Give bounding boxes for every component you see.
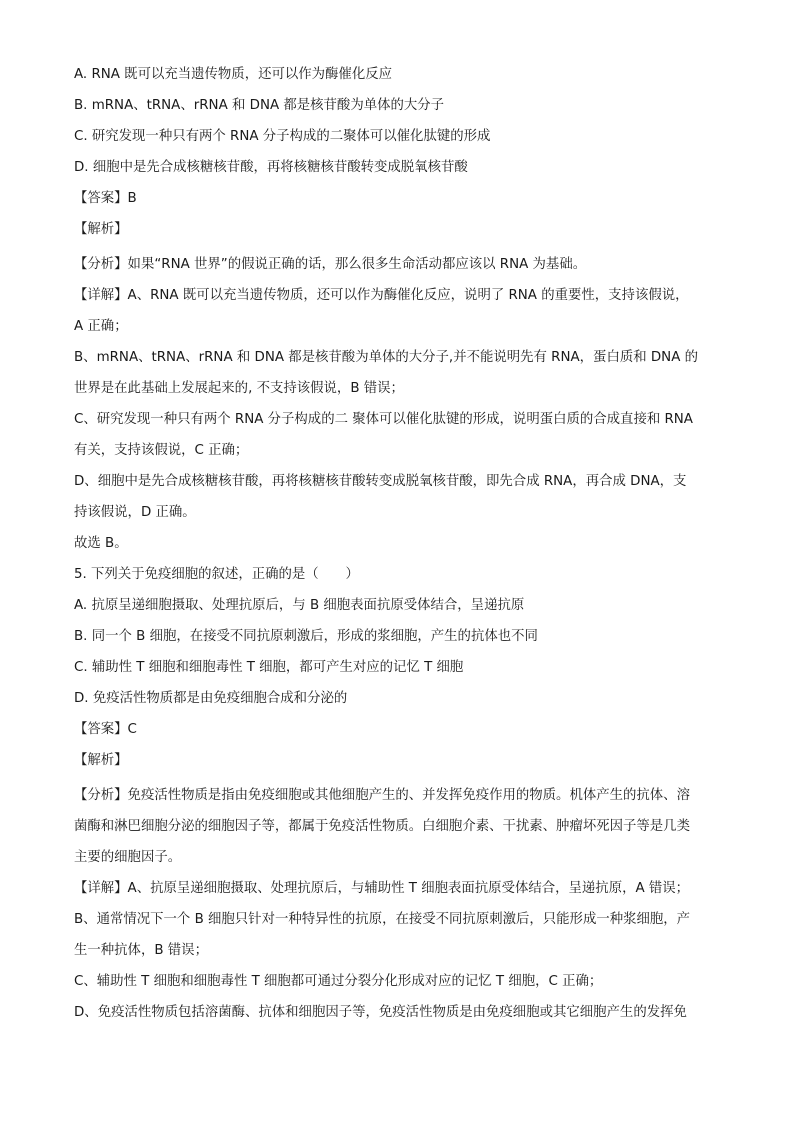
option-a-line: A. 抗原呈递细胞摄取、处理抗原后，与 B 细胞表面抗原受体结合，呈递抗原 <box>74 598 525 613</box>
detail-line: D、细胞中是先合成核糖核苷酸，再将核糖核苷酸转变成脱氧核苷酸，即先合成 RNA，再合成 DNA，支 <box>74 474 687 489</box>
analysis-line: 【分析】免疫活性物质是指由免疫细胞或其他细胞产生的、并发挥免疫作用的物质。机体产生的抗体、溶 <box>74 788 690 803</box>
analysis-line: 【分析】如果“RNA 世界”的假说正确的话，那么很多生命活动都应该以 RNA 为基础。 <box>74 257 587 272</box>
detail-line: 【详解】A、RNA 既可以充当遗传物质，还可以作为酶催化反应，说明了 RNA 的重要性，支持该假说， <box>74 288 689 303</box>
detail-line: D、免疫活性物质包括溶菌酶、抗体和细胞因子等，免疫活性物质是由免疫细胞或其它细胞产生的发挥免 <box>74 1005 687 1020</box>
analysis-heading: 【解析】 <box>74 222 128 237</box>
detail-line: A 正确； <box>74 319 128 334</box>
option-a-line: A. RNA 既可以充当遗传物质，还可以作为酶催化反应 <box>74 67 392 82</box>
analysis-line: 菌酶和淋巴细胞分泌的细胞因子等，都属于免疫活性物质。白细胞介素、干扰素、肿瘤坏死因子等是几类 <box>74 819 690 834</box>
detail-line: 生一种抗体，B 错误； <box>74 943 208 958</box>
analysis-line: 主要的细胞因子。 <box>74 850 182 865</box>
detail-line: 有关，支持该假说，C 正确； <box>74 443 249 458</box>
detail-line: B、mRNA、tRNA、rRNA 和 DNA 都是核苷酸为单体的大分子,并不能说明先有 RNA，蛋白质和 DNA 的 <box>74 350 699 365</box>
conclusion-line: 故选 B。 <box>74 536 128 551</box>
option-c-line: C. 研究发现一种只有两个 RNA 分子构成的二聚体可以催化肽键的形成 <box>74 129 491 144</box>
option-b-line: B. 同一个 B 细胞，在接受不同抗原刺激后，形成的浆细胞，产生的抗体也不同 <box>74 629 538 644</box>
detail-line: 世界是在此基础上发展起来的, 不支持该假说，B 错误； <box>74 381 404 396</box>
detail-line: C、辅助性 T 细胞和细胞毒性 T 细胞都可通过分裂分化形成对应的记忆 T 细胞，C 正确； <box>74 974 603 989</box>
analysis-heading: 【解析】 <box>74 753 128 768</box>
detail-line: 持该假说，D 正确。 <box>74 505 196 520</box>
option-b-line: B. mRNA、tRNA、rRNA 和 DNA 都是核苷酸为单体的大分子 <box>74 98 445 113</box>
option-d-line: D. 细胞中是先合成核糖核苷酸，再将核糖核苷酸转变成脱氧核苷酸 <box>74 160 468 175</box>
option-c-line: C. 辅助性 T 细胞和细胞毒性 T 细胞，都可产生对应的记忆 T 细胞 <box>74 660 464 675</box>
detail-line: B、通常情况下一个 B 细胞只针对一种特异性的抗原，在接受不同抗原刺激后，只能形成一种浆细胞，产 <box>74 912 691 927</box>
option-d-line: D. 免疫活性物质都是由免疫细胞合成和分泌的 <box>74 691 348 706</box>
answer-line: 【答案】C <box>74 722 137 737</box>
question-5-stem: 5. 下列关于免疫细胞的叙述，正确的是（ ） <box>74 567 359 582</box>
detail-line: C、研究发现一种只有两个 RNA 分子构成的二 聚体可以催化肽键的形成，说明蛋白质的合成直接和 RNA <box>74 412 693 427</box>
answer-line: 【答案】B <box>74 191 137 206</box>
detail-line: 【详解】A、抗原呈递细胞摄取、处理抗原后，与辅助性 T 细胞表面抗原受体结合，呈递抗原，A 错误； <box>74 881 690 896</box>
